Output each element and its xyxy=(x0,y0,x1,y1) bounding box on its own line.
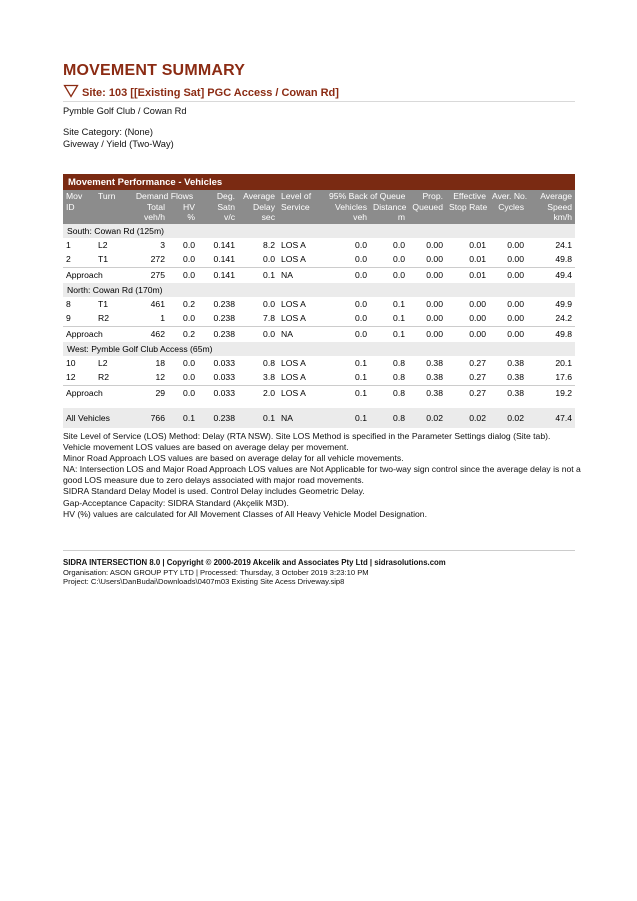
header-total: Total xyxy=(131,202,168,213)
control-type: Giveway / Yield (Two-Way) xyxy=(63,139,174,149)
footer-copyright: SIDRA INTERSECTION 8.0 | Copyright © 2000-2019 Akcelik and Associates Pty Ltd | sidrasolutions.com xyxy=(63,558,446,567)
table-cell: 12 xyxy=(66,372,76,383)
header-unit-m: m xyxy=(370,212,408,224)
table-cell: 0.8 xyxy=(263,357,275,368)
table-cell: 0.00 xyxy=(408,267,446,283)
table-cell: 1 xyxy=(66,239,71,250)
table-cell: 0.8 xyxy=(370,408,408,428)
table-cell: 2.0 xyxy=(238,385,278,401)
table-cell: 0.0 xyxy=(183,357,195,368)
note-line: HV (%) values are calculated for All Movement Classes of All Heavy Vehicle Model Designation. xyxy=(63,508,427,519)
table-cell: LOS A xyxy=(281,239,306,250)
table-cell: 0.1 xyxy=(393,313,405,324)
note-line: Gap-Acceptance Capacity: SIDRA Standard (Akçelik M3D). xyxy=(63,497,289,508)
table-cell: 17.6 xyxy=(555,372,573,383)
table-cell: 462 xyxy=(131,326,168,342)
table-cell: T1 xyxy=(98,254,109,265)
site-title: Site: 103 [[Existing Sat] PGC Access / Cowan Rd] xyxy=(82,87,339,99)
table-title: Movement Performance - Vehicles xyxy=(63,174,575,190)
header-satn: Satn xyxy=(198,202,238,213)
table-cell: 20.1 xyxy=(555,357,573,368)
table-cell: 24.1 xyxy=(555,239,573,250)
table-cell: 0.0 xyxy=(393,239,405,250)
approach-name: North: Cowan Rd (170m) xyxy=(63,283,575,297)
note-line: Site Level of Service (LOS) Method: Delay (RTA NSW). Site LOS Method is specified in the Parameter Settings dialog (Site tab). xyxy=(63,431,551,441)
table-cell: 19.2 xyxy=(527,385,575,401)
table-cell: 275 xyxy=(131,267,168,283)
table-cell: 47.4 xyxy=(527,408,575,428)
table-cell: 0.0 xyxy=(183,313,195,324)
footer xyxy=(63,550,575,587)
header-effective: Effective xyxy=(446,190,489,202)
header-unit-veh: veh xyxy=(326,212,370,224)
approach-name: South: Cowan Rd (125m) xyxy=(63,224,575,238)
table-cell: 0.02 xyxy=(489,408,527,428)
header-service: Service xyxy=(278,202,326,213)
table-cell: 0.8 xyxy=(370,385,408,401)
table-cell: 0.27 xyxy=(446,385,489,401)
table-cell: 0.033 xyxy=(213,357,235,368)
table-cell: 2 xyxy=(66,254,71,265)
table-cell: 0.0 xyxy=(355,239,367,250)
table-cell: 0.00 xyxy=(489,267,527,283)
table-row xyxy=(63,356,575,371)
table-cell: 3.8 xyxy=(263,372,275,383)
approach-group-header xyxy=(63,283,575,297)
approach-name: West: Pymble Golf Club Access (65m) xyxy=(63,342,575,356)
header-unit-sec: sec xyxy=(238,212,278,224)
table-cell: 0.1 xyxy=(326,385,370,401)
header-distance: Distance xyxy=(370,202,408,213)
table-cell: 0.1 xyxy=(355,372,367,383)
table-cell: 0.238 xyxy=(213,298,235,309)
table-cell: 0.238 xyxy=(198,326,238,342)
table-cell: 0.0 xyxy=(238,326,278,342)
header-mov: Mov xyxy=(63,190,95,202)
triangle-down-icon xyxy=(63,84,79,98)
table-cell: 12 xyxy=(155,372,165,383)
table-cell: NA xyxy=(278,267,326,283)
approach-total-row xyxy=(63,267,575,283)
table-cell: 0.01 xyxy=(469,254,486,265)
table-cell: LOS A xyxy=(281,357,306,368)
table-cell: 0.1 xyxy=(168,408,198,428)
table-cell: 1 xyxy=(160,313,165,324)
table-cell: 0.00 xyxy=(426,254,443,265)
table-cell: 0.0 xyxy=(183,372,195,383)
header-hv: HV xyxy=(168,202,198,213)
table-cell: 0.141 xyxy=(213,239,235,250)
table-row xyxy=(63,297,575,312)
table-cell: 0.27 xyxy=(469,372,486,383)
table-cell: 0.00 xyxy=(469,298,486,309)
table-cell: LOS A xyxy=(281,313,306,324)
table-cell: L2 xyxy=(98,357,108,368)
header-prop: Prop. xyxy=(408,190,446,202)
table-row xyxy=(63,238,575,253)
note-line: SIDRA Standard Delay Model is used. Control Delay includes Geometric Delay. xyxy=(63,486,365,497)
table-cell: 0.38 xyxy=(408,385,446,401)
header-unit-vehh: veh/h xyxy=(131,212,168,224)
table-cell: LOS A xyxy=(281,254,306,265)
table-cell: 0.00 xyxy=(507,254,524,265)
table-cell: 0.1 xyxy=(326,408,370,428)
table-cell: 29 xyxy=(131,385,168,401)
header-deg: Deg. xyxy=(198,190,238,202)
table-cell: 0.00 xyxy=(489,326,527,342)
table-cell: T1 xyxy=(98,298,109,309)
all-vehicles-row xyxy=(63,408,575,428)
header-average: Average xyxy=(238,190,278,202)
table-cell: 0.0 xyxy=(263,254,275,265)
table-cell: NA xyxy=(278,408,326,428)
table-cell: 0.1 xyxy=(355,357,367,368)
header-avg-speed: Average xyxy=(527,190,575,202)
table-cell: 0.1 xyxy=(238,267,278,283)
header-turn: Turn xyxy=(95,190,131,202)
table-cell: L2 xyxy=(98,239,108,250)
table-cell: 49.9 xyxy=(555,298,573,309)
header-vehicles: Vehicles xyxy=(326,202,370,213)
table-cell: 0.2 xyxy=(168,326,198,342)
table-body xyxy=(63,224,575,428)
header-unit-pct: % xyxy=(168,212,198,224)
table-cell: LOS A xyxy=(281,372,306,383)
header-back-of-queue: 95% Back of Queue xyxy=(326,190,408,202)
table-cell: 766 xyxy=(131,408,168,428)
table-cell: 0.0 xyxy=(168,385,198,401)
table-cell: 0.00 xyxy=(469,313,486,324)
header-speed: Speed xyxy=(527,202,575,213)
table-cell: 0.0 xyxy=(183,239,195,250)
table-cell: 8 xyxy=(66,298,71,309)
header-level-of: Level of xyxy=(278,190,326,202)
page-title: MOVEMENT SUMMARY xyxy=(63,62,246,79)
header-id: ID xyxy=(63,202,95,213)
table-cell: 0.141 xyxy=(213,254,235,265)
table-cell: 0.27 xyxy=(469,357,486,368)
approach-group-header xyxy=(63,224,575,238)
table-cell: 0.2 xyxy=(183,298,195,309)
table-cell: 0.0 xyxy=(355,298,367,309)
table-cell: 3 xyxy=(160,239,165,250)
table-cell: 7.8 xyxy=(263,313,275,324)
table-row xyxy=(63,370,575,385)
table-cell: 0.01 xyxy=(446,267,489,283)
table-cell: 0.00 xyxy=(507,313,524,324)
table-cell: R2 xyxy=(98,313,109,324)
table-cell: 49.8 xyxy=(527,326,575,342)
table-cell: 49.8 xyxy=(555,254,573,265)
approach-group-header xyxy=(63,342,575,356)
approach-label: Approach xyxy=(63,267,131,283)
notes-block xyxy=(63,431,583,520)
footer-organisation: Organisation: ASON GROUP PTY LTD | Processed: Thursday, 3 October 2019 3:23:10 PM xyxy=(63,567,369,577)
table-cell: 0.0 xyxy=(168,267,198,283)
table-cell: 0.38 xyxy=(507,372,524,383)
table-cell: 0.0 xyxy=(370,267,408,283)
table-cell: LOS A xyxy=(281,298,306,309)
table-cell: 0.00 xyxy=(507,298,524,309)
header-stop-rate: Stop Rate xyxy=(446,202,489,213)
table-cell: 0.0 xyxy=(263,298,275,309)
table-cell: 8.2 xyxy=(263,239,275,250)
table-cell: 0.0 xyxy=(183,254,195,265)
table-cell: 0.8 xyxy=(393,372,405,383)
table-cell: 0.38 xyxy=(507,357,524,368)
header-aver-no: Aver. No. xyxy=(489,190,527,202)
table-cell: 0.0 xyxy=(326,326,370,342)
header-cycles: Cycles xyxy=(489,202,527,213)
table-cell: 0.1 xyxy=(370,326,408,342)
table-cell: 0.033 xyxy=(198,385,238,401)
table-cell: 9 xyxy=(66,313,71,324)
table-cell: 0.238 xyxy=(213,313,235,324)
table-cell: 0.033 xyxy=(213,372,235,383)
table-cell: 272 xyxy=(150,254,165,265)
note-line: Vehicle movement LOS values are based on average delay per movement. xyxy=(63,442,349,453)
table-cell: 0.38 xyxy=(426,372,443,383)
table-cell: 0.0 xyxy=(355,254,367,265)
approach-total-row xyxy=(63,326,575,342)
header-unit-vc: v/c xyxy=(198,212,238,224)
all-vehicles-label: All Vehicles xyxy=(63,408,131,428)
table-cell: 0.01 xyxy=(469,239,486,250)
table-cell: 0.00 xyxy=(426,298,443,309)
approach-total-row xyxy=(63,385,575,401)
table-cell: 0.00 xyxy=(426,313,443,324)
location-text: Pymble Golf Club / Cowan Rd xyxy=(63,106,187,116)
table-cell: 0.02 xyxy=(446,408,489,428)
header-delay: Delay xyxy=(238,202,278,213)
header-demand-flows: Demand Flows xyxy=(131,190,198,202)
footer-project: Project: C:\Users\DanBudai\Downloads\0407m03 Existing Site Acess Driveway.sip8 xyxy=(63,577,345,587)
table-cell: 0.1 xyxy=(393,298,405,309)
table-cell: NA xyxy=(278,326,326,342)
note-line: NA: Intersection LOS and Major Road Approach LOS values are Not Applicable for two-way sign control since the average delay is not a good LOS measure due to zero delays associated with major road movements. xyxy=(63,464,581,486)
table-cell: 0.0 xyxy=(355,313,367,324)
table-cell: 10 xyxy=(66,357,76,368)
table-cell: 49.4 xyxy=(527,267,575,283)
table-cell: 0.00 xyxy=(446,326,489,342)
table-cell: 24.2 xyxy=(555,313,573,324)
header-unit-kmh: km/h xyxy=(527,212,575,224)
table-cell: 0.00 xyxy=(426,239,443,250)
note-line: Minor Road Approach LOS values are based on average delay for all vehicle movements. xyxy=(63,453,404,464)
table-cell: 0.238 xyxy=(198,408,238,428)
approach-label: Approach xyxy=(63,385,131,401)
table-cell: 0.38 xyxy=(426,357,443,368)
table-cell: 0.141 xyxy=(198,267,238,283)
header-queued: Queued xyxy=(408,202,446,213)
table-cell: 0.8 xyxy=(393,357,405,368)
table-cell: 0.00 xyxy=(408,326,446,342)
table-cell: 461 xyxy=(150,298,165,309)
table-row xyxy=(63,311,575,326)
site-category: Site Category: (None) xyxy=(63,127,153,137)
table-cell: 0.1 xyxy=(238,408,278,428)
movement-performance-table xyxy=(63,174,575,428)
table-row xyxy=(63,252,575,267)
table-cell: R2 xyxy=(98,372,109,383)
table-cell: 0.0 xyxy=(326,267,370,283)
table-cell: 0.0 xyxy=(393,254,405,265)
table-cell: 0.02 xyxy=(408,408,446,428)
table-cell: 18 xyxy=(155,357,165,368)
table-cell: 0.00 xyxy=(507,239,524,250)
table-cell: LOS A xyxy=(278,385,326,401)
table-cell: 0.38 xyxy=(489,385,527,401)
approach-label: Approach xyxy=(63,326,131,342)
site-heading xyxy=(63,84,575,102)
